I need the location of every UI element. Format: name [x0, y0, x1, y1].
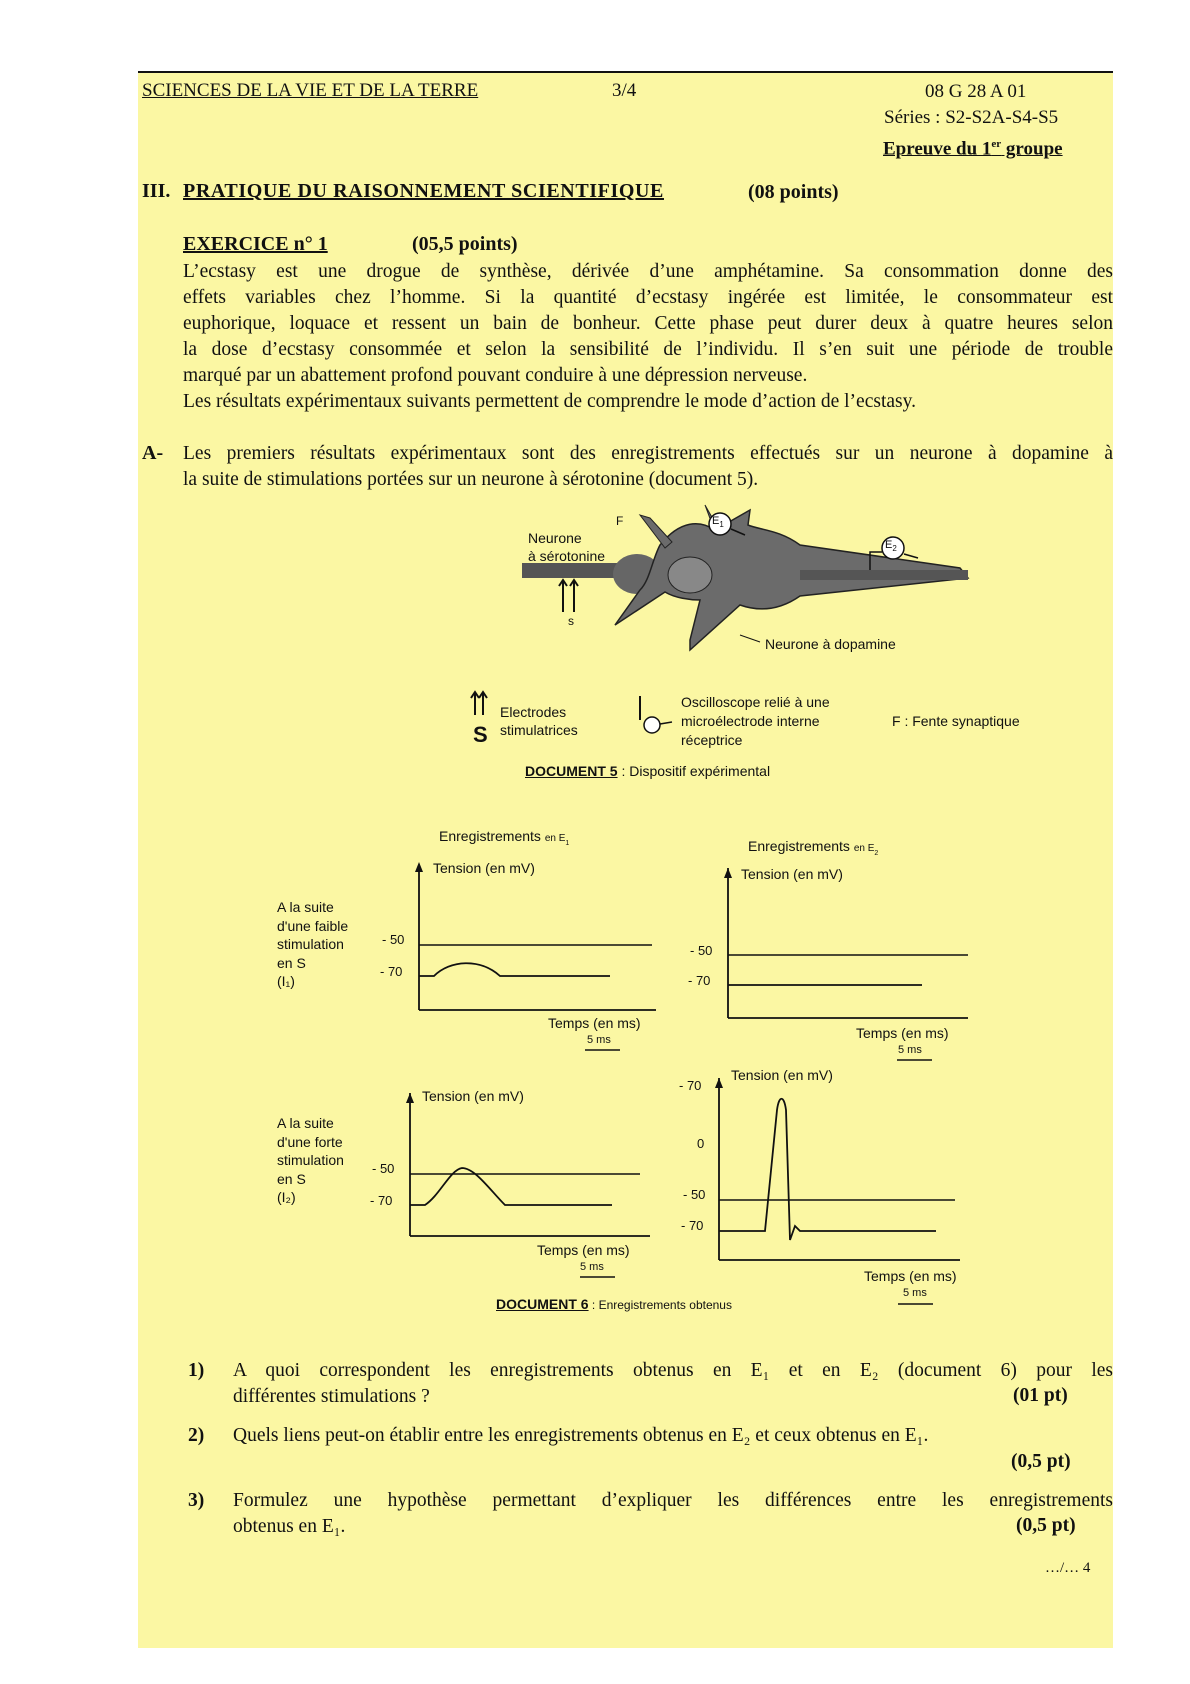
row-label-strong: A la suite d'une forte stimulation en S (I₂) [277, 1115, 344, 1205]
label-e1: $E_1$ [712, 515, 724, 530]
part-a-line: la suite de stimulations portées sur un neurone à sérotonine (document 5). [183, 469, 759, 490]
y-axis-label: Tension (en mV) [731, 1067, 833, 1083]
section-points: (08 points) [748, 181, 839, 203]
part-a-label: A- [142, 442, 164, 464]
exercise-title: EXERCICE n° 1 [183, 233, 328, 255]
label-serotonin-neuron-1: Neurone [528, 530, 582, 546]
intro-line: euphorique, loquace et ressent un bain de bonheur. Cette phase peut durer deux à quatre heures selon [183, 313, 1113, 334]
epreuve-label: Epreuve du 1er groupe [883, 138, 1063, 160]
question-text: différentes stimulations ? [233, 1386, 430, 1407]
tick-label: - 70 [370, 1193, 393, 1208]
subject-title: SCIENCES DE LA VIE ET DE LA TERRE [142, 80, 479, 101]
intro-line: effets variables chez l’homme. Si la quantité d’ecstasy ingérée est limitée, le consommateur est [183, 287, 1113, 308]
label-dopamine-neuron: Neurone à dopamine [765, 636, 896, 652]
tick-label: - 70 [681, 1218, 704, 1233]
section-title: PRATIQUE DU RAISONNEMENT SCIENTIFIQUE [183, 180, 664, 202]
x-axis-label: Temps (en ms) [548, 1015, 641, 1031]
question-text: Quels liens peut-on établir entre les enregistrements obtenus en E₂ et ceux obtenus en E₁. [233, 1425, 929, 1446]
question-text: Formulez une hypothèse permettant d’expliquer les différences entre les enregistrements [233, 1490, 1113, 1511]
recording-trace [719, 1099, 936, 1240]
intro-line: L’ecstasy est une drogue de synthèse, dérivée d’une amphétamine. Sa consommation donne des [183, 261, 1113, 282]
tick-label: - 70 [380, 964, 403, 979]
tick-label: - 50 [690, 943, 713, 958]
label-synaptic-cleft: F [616, 514, 624, 528]
page-number: 3/4 [612, 80, 637, 101]
y-axis-label: Tension (en mV) [741, 866, 843, 882]
tick-label: - 70 [688, 973, 711, 988]
question-number: 2) [188, 1425, 205, 1446]
legend-electrodes: Electrodes [500, 704, 567, 720]
continued-marker: …/… 4 [1045, 1560, 1091, 1576]
label-stimulation: s [568, 614, 574, 628]
legend-electrodes: stimulatrices [500, 722, 578, 738]
legend-oscilloscope: Oscilloscope relié à une [681, 694, 830, 710]
question-text: obtenus en E₁. [233, 1516, 346, 1537]
question-points: (0,5 pt) [1016, 1515, 1076, 1536]
tick-label: - 70 [679, 1078, 702, 1093]
tick-label: - 50 [382, 932, 405, 947]
intro-line: la dose d’ecstasy consommée et selon la sensibilité de l’individu. Il s’en suit une période de trouble [183, 339, 1113, 360]
document-6-caption: DOCUMENT 6 : Enregistrements obtenus [496, 1296, 732, 1312]
tick-label: - 50 [683, 1187, 706, 1202]
recording-trace [419, 963, 610, 976]
legend-synaptic-cleft: F : Fente synaptique [892, 713, 1020, 729]
time-scale: 5 ms [898, 1044, 922, 1056]
exercise-points: (05,5 points) [412, 233, 518, 255]
row-label-weak: A la suite d'une faible stimulation en S (I₁) [277, 899, 349, 989]
document-5-caption: DOCUMENT 5 : Dispositif expérimental [525, 763, 771, 779]
y-axis-label: Tension (en mV) [422, 1088, 524, 1104]
legend-oscilloscope: microélectrode interne [681, 713, 820, 729]
x-axis-label: Temps (en ms) [856, 1025, 949, 1041]
question-points: (01 pt) [1013, 1385, 1068, 1406]
part-a-line: Les premiers résultats expérimentaux sont des enregistrements effectués sur un neurone à dopamine à [183, 443, 1113, 464]
exam-code: 08 G 28 A 01 [925, 81, 1027, 102]
question-number: 1) [188, 1360, 205, 1381]
legend-oscilloscope: réceptrice [681, 732, 743, 748]
question-text: A quoi correspondent les enregistrements obtenus en E₁ et en E₂ (document 6) pour les [233, 1360, 1113, 1381]
time-scale: 5 ms [903, 1287, 927, 1299]
intro-line: marqué par un abattement profond pouvant conduire à une dépression nerveuse. [183, 365, 808, 386]
tick-label: 0 [697, 1136, 705, 1151]
section-number: III. [142, 180, 171, 202]
time-scale: 5 ms [587, 1034, 611, 1046]
question-points: (0,5 pt) [1011, 1451, 1071, 1472]
question-number: 3) [188, 1490, 205, 1511]
legend-s: S [473, 722, 488, 747]
x-axis-label: Temps (en ms) [864, 1268, 957, 1284]
x-axis-label: Temps (en ms) [537, 1242, 630, 1258]
label-serotonin-neuron-2: à sérotonine [528, 548, 606, 564]
header-e2: Enregistrements en $E_2$ [748, 838, 879, 857]
header-e1: Enregistrements en $E_1$ [439, 828, 570, 847]
tick-label: - 50 [372, 1161, 395, 1176]
intro-conclusion: Les résultats expérimentaux suivants permettent de comprendre le mode d’action de l’ecstasy. [183, 391, 916, 412]
y-axis-label: Tension (en mV) [433, 860, 535, 876]
exam-series: Séries : S2-S2A-S4-S5 [884, 107, 1059, 128]
time-scale: 5 ms [580, 1261, 604, 1273]
label-e2: $E_2$ [885, 539, 897, 554]
